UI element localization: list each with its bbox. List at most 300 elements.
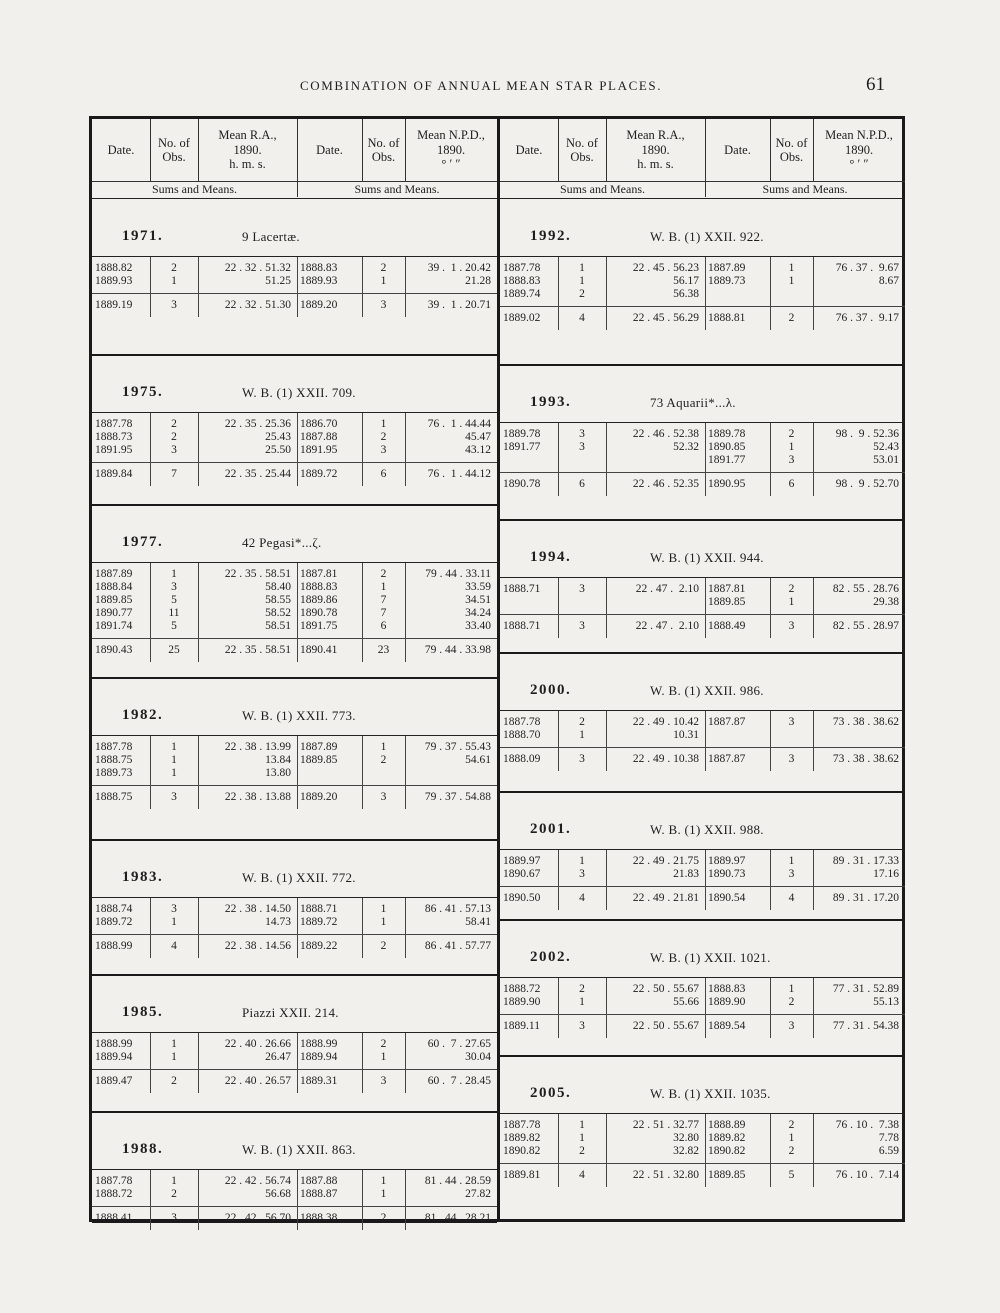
table-cell: 22 . 46 . 52.38: [632, 428, 699, 440]
table-cell: 22 . 47 . 2.10: [635, 620, 699, 632]
table-cell: 3: [788, 868, 795, 880]
table-cell: 22 . 38 . 14.56: [224, 940, 291, 952]
table-cell: 14.73: [265, 916, 291, 928]
table-cell: 1889.82: [708, 1132, 746, 1144]
table-cell: 2: [171, 418, 177, 430]
observation-table: [92, 562, 497, 662]
header-no-of-obs: [770, 119, 813, 181]
table-cell: 7: [380, 594, 387, 606]
table-cell: 82 . 55 . 28.97: [832, 620, 899, 632]
grid-line: [297, 1033, 298, 1093]
table-cell: 1890.78: [503, 478, 541, 490]
table-cell: 82 . 55 . 28.76: [832, 583, 899, 595]
grid-line: [362, 898, 363, 958]
star-number: 1992.: [530, 228, 572, 244]
table-cell: 6.59: [878, 1145, 899, 1157]
table-cell: 1: [788, 983, 795, 995]
table-cell: 1887.78: [503, 262, 541, 274]
table-cell: 1888.83: [300, 581, 338, 593]
grid-line: [362, 1170, 363, 1230]
table-cell: 33.59: [465, 581, 491, 593]
table-cell: 1: [380, 1175, 387, 1187]
observation-table: [92, 1169, 497, 1230]
table-cell: 3: [171, 903, 177, 915]
grid-line: [362, 563, 363, 662]
star-number: 2000.: [530, 682, 572, 698]
table-cell: 1889.90: [503, 996, 541, 1008]
table-cell: 1888.38: [300, 1212, 338, 1224]
table-cell: 1887.78: [95, 741, 133, 753]
header-text: ° ′ ″: [849, 157, 869, 172]
table-cell: 1889.97: [503, 855, 541, 867]
table-cell: 1889.97: [708, 855, 746, 867]
table-cell: 22 . 47 . 2.10: [635, 583, 699, 595]
table-cell: 1889.84: [95, 468, 133, 480]
sum-rule: [92, 934, 497, 935]
table-cell: 1889.93: [300, 275, 338, 287]
table-cell: 1890.95: [708, 478, 746, 490]
sum-rule: [500, 306, 905, 307]
table-cell: 22 . 49 . 10.38: [632, 753, 699, 765]
table-cell: 1: [579, 275, 585, 287]
table-cell: 52.32: [673, 441, 699, 453]
table-cell: 1888.82: [95, 262, 133, 274]
header-text: No. of: [566, 135, 598, 150]
star-entry: [500, 198, 905, 366]
table-cell: 77 . 31 . 54.38: [832, 1020, 899, 1032]
column-header: [92, 119, 497, 199]
table-cell: 2: [788, 312, 795, 324]
grid-line: [558, 119, 559, 181]
table-cell: 3: [579, 620, 585, 632]
table-cell: 22 . 40 . 26.66: [224, 1038, 291, 1050]
header-date: [705, 119, 770, 181]
table-cell: 1889.19: [95, 299, 133, 311]
star-number: 1988.: [122, 1141, 164, 1157]
table-cell: 2: [171, 431, 177, 443]
table-cell: 60 . 7 . 28.45: [427, 1075, 491, 1087]
table-cell: 1888.89: [708, 1119, 746, 1131]
table-cell: 2: [380, 754, 387, 766]
sums-and-means-label: Sums and Means.: [705, 181, 905, 198]
table-cell: 1889.78: [503, 428, 541, 440]
header-no-of-obs: [362, 119, 405, 181]
table-cell: 3: [788, 620, 795, 632]
table-cell: 22 . 35 . 58.51: [224, 644, 291, 656]
table-cell: 1890.73: [708, 868, 746, 880]
grid-line: [405, 1033, 406, 1093]
table-cell: 25.50: [265, 444, 291, 456]
table-cell: 45.47: [465, 431, 491, 443]
table-cell: 1: [380, 741, 387, 753]
grid-line: [150, 1170, 151, 1230]
table-cell: 1: [579, 855, 585, 867]
grid-line: [150, 119, 151, 181]
table-cell: 22 . 40 . 26.57: [224, 1075, 291, 1087]
table-cell: 79 . 37 . 55.43: [424, 741, 491, 753]
table-cell: 22 . 49 . 21.75: [632, 855, 699, 867]
table-cell: 1889.82: [503, 1132, 541, 1144]
table-cell: 2: [788, 1145, 795, 1157]
table-cell: 1: [788, 275, 795, 287]
star-entry: [500, 791, 905, 921]
table-cell: 1888.75: [95, 791, 133, 803]
table-cell: 1890.85: [708, 441, 746, 453]
table-cell: 1889.78: [708, 428, 746, 440]
header-text: h. m. s.: [637, 157, 674, 172]
star-number: 1977.: [122, 534, 164, 550]
table-cell: 56.68: [265, 1188, 291, 1200]
table-cell: 1: [171, 741, 177, 753]
grid-line: [198, 1033, 199, 1093]
header-text: No. of: [367, 135, 400, 150]
grid-line: [705, 578, 706, 638]
table-cell: 3: [579, 428, 585, 440]
column-header: [500, 119, 905, 199]
table-cell: 1888.41: [95, 1212, 133, 1224]
grid-line: [558, 257, 559, 330]
header-text: Obs.: [779, 150, 804, 164]
star-number: 2002.: [530, 949, 572, 965]
star-places-table: [89, 116, 905, 1222]
right-column: [500, 119, 905, 1219]
table-cell: 1: [380, 1051, 387, 1063]
table-cell: 1888.81: [708, 312, 746, 324]
table-cell: 76 . 1 . 44.44: [427, 418, 491, 430]
grid-line: [606, 578, 607, 638]
grid-line: [362, 119, 363, 181]
star-entry: [92, 504, 497, 679]
header-text: Date.: [316, 142, 343, 157]
sum-rule: [500, 614, 905, 615]
star-name: W. B. (1) XXII. 1035.: [650, 1086, 771, 1101]
star-name: W. B. (1) XXII. 988.: [650, 822, 764, 837]
table-cell: 2: [579, 1145, 585, 1157]
grid-line: [606, 978, 607, 1038]
table-cell: 1888.99: [300, 1038, 338, 1050]
table-cell: 1889.22: [300, 940, 338, 952]
star-number: 1982.: [122, 707, 164, 723]
header-date: [92, 119, 150, 181]
header-text: Obs.: [570, 150, 594, 164]
table-cell: 3: [380, 1075, 387, 1087]
table-cell: 1888.83: [708, 983, 746, 995]
table-cell: 58.41: [465, 916, 491, 928]
table-cell: 2: [788, 1119, 795, 1131]
header-text: No. of: [158, 135, 190, 150]
star-name: W. B. (1) XXII. 922.: [650, 229, 764, 244]
table-cell: 27.82: [465, 1188, 491, 1200]
table-cell: 3: [788, 716, 795, 728]
table-cell: 2: [380, 940, 387, 952]
star-number: 1985.: [122, 1004, 164, 1020]
star-entry: [500, 364, 905, 521]
star-entry: [92, 198, 497, 356]
observation-table: [500, 577, 905, 638]
table-cell: 2: [579, 288, 585, 300]
header-date: [500, 119, 558, 181]
table-cell: 3: [171, 791, 177, 803]
table-cell: 53.01: [873, 454, 899, 466]
table-cell: 89 . 31 . 17.20: [832, 892, 899, 904]
sum-rule: [500, 1163, 905, 1164]
grid-line: [813, 578, 814, 638]
table-cell: 11: [168, 607, 180, 619]
grid-line: [813, 711, 814, 771]
table-cell: 1890.82: [708, 1145, 746, 1157]
grid-line: [405, 413, 406, 486]
header-text: Mean R.A.,: [626, 128, 685, 143]
table-cell: 1889.47: [95, 1075, 133, 1087]
header-text: Mean N.P.D.,: [417, 128, 485, 143]
observation-table: [92, 735, 497, 809]
header-date: [297, 119, 362, 181]
star-entry: [500, 919, 905, 1057]
table-cell: 1887.78: [95, 418, 133, 430]
table-cell: 2: [788, 996, 795, 1008]
table-cell: 1: [788, 1132, 795, 1144]
table-cell: 1887.78: [503, 1119, 541, 1131]
table-cell: 1889.85: [708, 596, 746, 608]
grid-line: [606, 423, 607, 496]
table-cell: 2: [171, 1075, 177, 1087]
table-cell: 86 . 41 . 57.77: [424, 940, 491, 952]
table-cell: 34.51: [465, 594, 491, 606]
table-cell: 1888.99: [95, 1038, 133, 1050]
grid-line: [558, 850, 559, 910]
table-cell: 1887.81: [708, 583, 746, 595]
table-cell: 13.84: [265, 754, 291, 766]
star-name: Piazzi XXII. 214.: [242, 1005, 339, 1020]
header-text: 1890.: [844, 142, 874, 157]
table-cell: 76 . 37 . 9.67: [835, 262, 899, 274]
table-cell: 5: [788, 1169, 795, 1181]
header-mean-ra: [606, 119, 705, 181]
table-cell: 1: [171, 754, 177, 766]
table-cell: 2: [380, 262, 387, 274]
grid-line: [705, 850, 706, 910]
table-cell: 3: [579, 868, 585, 880]
grid-line: [198, 413, 199, 486]
table-cell: 1888.84: [95, 581, 133, 593]
table-cell: 58.51: [265, 620, 291, 632]
table-cell: 22 . 38 . 13.88: [224, 791, 291, 803]
table-cell: 2: [380, 568, 387, 580]
table-cell: 22 . 35 . 25.44: [224, 468, 291, 480]
table-cell: 52.43: [873, 441, 899, 453]
table-cell: 3: [171, 581, 177, 593]
grid-line: [405, 898, 406, 958]
table-cell: 1889.85: [708, 1169, 746, 1181]
table-cell: 1: [788, 262, 795, 274]
grid-line: [770, 119, 771, 181]
table-cell: 21.28: [465, 275, 491, 287]
table-cell: 1888.71: [300, 903, 338, 915]
observation-table: [500, 256, 905, 330]
table-cell: 3: [579, 1020, 585, 1032]
header-text: Mean R.A.,: [218, 128, 277, 143]
table-cell: 1887.81: [300, 568, 338, 580]
grid-line: [198, 257, 199, 317]
table-cell: 1: [380, 418, 387, 430]
header-text: h. m. s.: [229, 157, 266, 172]
observation-table: [92, 256, 497, 317]
table-cell: 1889.94: [300, 1051, 338, 1063]
header-mean-ra: [198, 119, 297, 181]
table-cell: 1: [788, 596, 795, 608]
table-cell: 22 . 51 . 32.80: [632, 1169, 699, 1181]
table-cell: 1888.83: [503, 275, 541, 287]
table-cell: 3: [788, 753, 795, 765]
table-cell: 1889.81: [503, 1169, 541, 1181]
header-no-of-obs: [150, 119, 198, 181]
table-cell: 51.25: [265, 275, 291, 287]
table-cell: 1887.78: [95, 1175, 133, 1187]
header-text: 1890.: [233, 142, 262, 157]
table-cell: 22 . 38 . 14.50: [224, 903, 291, 915]
grid-line: [770, 257, 771, 330]
grid-line: [297, 736, 298, 809]
table-cell: 1: [380, 1188, 387, 1200]
grid-line: [150, 257, 151, 317]
table-cell: 1: [171, 1051, 177, 1063]
table-cell: 1888.99: [95, 940, 133, 952]
table-cell: 7: [380, 607, 387, 619]
sum-rule: [92, 1206, 497, 1207]
star-name: W. B. (1) XXII. 772.: [242, 870, 356, 885]
table-cell: 1: [171, 767, 177, 779]
table-cell: 76 . 37 . 9.17: [835, 312, 899, 324]
table-cell: 7.78: [878, 1132, 899, 1144]
table-cell: 1: [579, 262, 585, 274]
table-cell: 13.80: [265, 767, 291, 779]
table-cell: 3: [788, 454, 795, 466]
table-cell: 1889.20: [300, 791, 338, 803]
table-cell: 1888.87: [300, 1188, 338, 1200]
table-cell: 22 . 42 . 56.70: [224, 1212, 291, 1224]
observation-table: [92, 897, 497, 958]
grid-line: [297, 257, 298, 317]
table-cell: 79 . 44 . 33.11: [425, 568, 491, 580]
grid-line: [362, 736, 363, 809]
table-cell: 1887.88: [300, 1175, 338, 1187]
star-entry: [500, 652, 905, 793]
table-cell: 1: [171, 275, 177, 287]
table-cell: 1888.73: [95, 431, 133, 443]
table-cell: 3: [579, 583, 585, 595]
grid-line: [705, 1114, 706, 1187]
table-cell: 22 . 42 . 56.74: [224, 1175, 291, 1187]
sum-rule: [92, 293, 497, 294]
sum-rule: [500, 886, 905, 887]
grid-line: [297, 181, 298, 197]
table-cell: 1889.73: [95, 767, 133, 779]
table-cell: 22 . 46 . 52.35: [632, 478, 699, 490]
table-cell: 1887.89: [708, 262, 746, 274]
grid-line: [150, 736, 151, 809]
table-cell: 3: [788, 1020, 795, 1032]
grid-line: [705, 711, 706, 771]
header-mean-npd: [405, 119, 497, 181]
grid-line: [558, 423, 559, 496]
table-cell: 3: [380, 444, 387, 456]
table-cell: 1891.77: [708, 454, 746, 466]
table-cell: 73 . 38 . 38.62: [832, 716, 899, 728]
table-cell: 1890.41: [300, 644, 338, 656]
table-cell: 6: [380, 620, 387, 632]
grid-line: [297, 119, 298, 181]
table-cell: 1890.43: [95, 644, 133, 656]
header-mean-npd: [813, 119, 905, 181]
table-cell: 81 . 44 . 28.21: [424, 1212, 491, 1224]
star-number: 1993.: [530, 394, 572, 410]
table-cell: 1890.82: [503, 1145, 541, 1157]
sum-rule: [92, 638, 497, 639]
grid-line: [198, 736, 199, 809]
table-cell: 4: [579, 892, 585, 904]
star-name: W. B. (1) XXII. 773.: [242, 708, 356, 723]
table-cell: 1889.90: [708, 996, 746, 1008]
table-cell: 2: [380, 1212, 387, 1224]
grid-line: [198, 563, 199, 662]
table-cell: 1: [788, 441, 795, 453]
table-cell: 55.66: [673, 996, 699, 1008]
running-head: [0, 74, 1000, 98]
star-name: W. B. (1) XXII. 944.: [650, 550, 764, 565]
table-cell: 1: [579, 729, 585, 741]
grid-line: [813, 978, 814, 1038]
grid-line: [405, 257, 406, 317]
grid-line: [705, 978, 706, 1038]
table-cell: 22 . 32 . 51.32: [224, 262, 291, 274]
grid-line: [606, 850, 607, 910]
table-cell: 1887.89: [300, 741, 338, 753]
grid-line: [150, 1033, 151, 1093]
table-cell: 25.43: [265, 431, 291, 443]
table-cell: 58.40: [265, 581, 291, 593]
grid-line: [297, 898, 298, 958]
table-cell: 30.04: [465, 1051, 491, 1063]
table-cell: 1: [380, 916, 387, 928]
table-cell: 1890.54: [708, 892, 746, 904]
sums-and-means-label: Sums and Means.: [500, 181, 705, 198]
star-entry: [500, 519, 905, 654]
table-cell: 1888.49: [708, 620, 746, 632]
grid-line: [405, 736, 406, 809]
table-cell: 17.16: [873, 868, 899, 880]
table-cell: 2: [380, 1038, 387, 1050]
table-cell: 2: [171, 1188, 177, 1200]
table-cell: 56.38: [673, 288, 699, 300]
table-cell: 2: [579, 716, 585, 728]
grid-line: [770, 1114, 771, 1187]
grid-line: [150, 563, 151, 662]
table-cell: 3: [171, 444, 177, 456]
grid-line: [150, 898, 151, 958]
star-name: W. B. (1) XXII. 709.: [242, 385, 356, 400]
star-number: 1975.: [122, 384, 164, 400]
table-cell: 1887.87: [708, 716, 746, 728]
table-cell: 54.61: [465, 754, 491, 766]
table-cell: 1889.31: [300, 1075, 338, 1087]
table-cell: 39 . 1 . 20.71: [427, 299, 491, 311]
table-cell: 34.24: [465, 607, 491, 619]
table-cell: 58.52: [265, 607, 291, 619]
table-cell: 1890.67: [503, 868, 541, 880]
grid-line: [150, 413, 151, 486]
table-cell: 4: [171, 940, 177, 952]
table-cell: 76 . 10 . 7.38: [835, 1119, 899, 1131]
